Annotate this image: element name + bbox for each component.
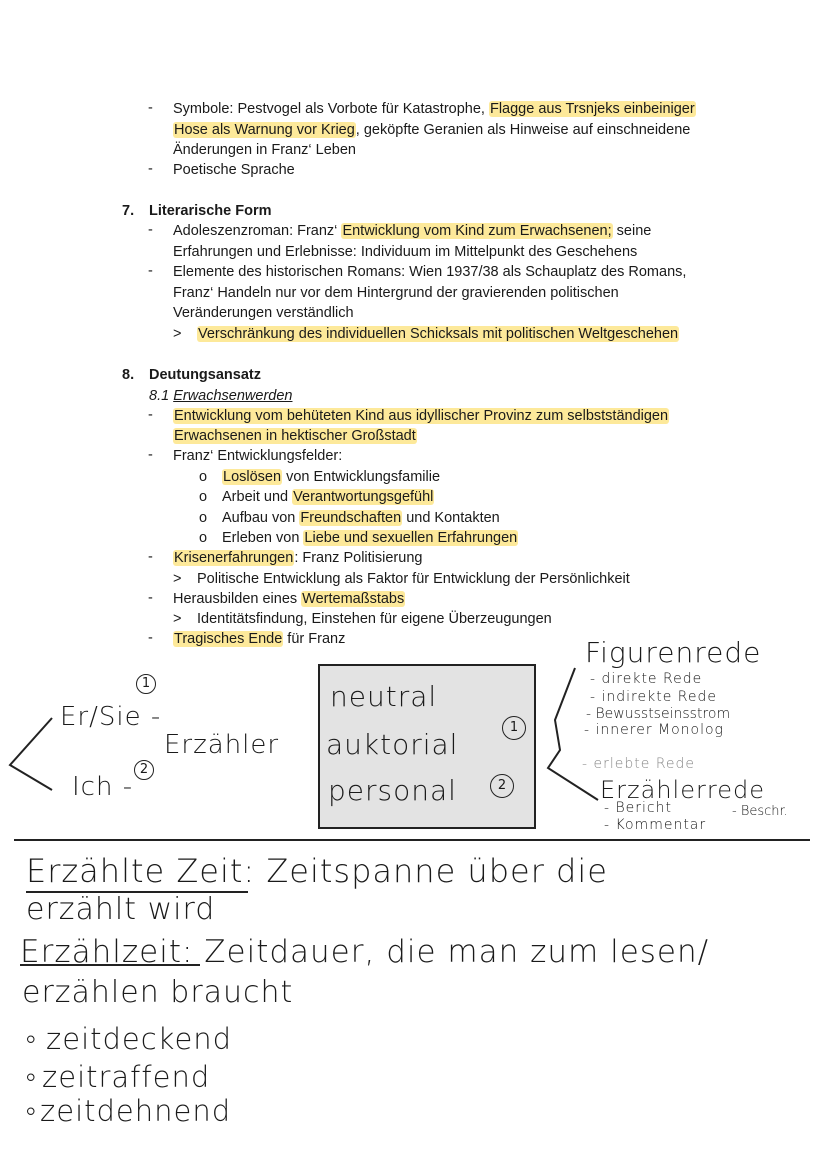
dash: - [148, 161, 153, 177]
highlight: Flagge aus Trsnjeks einbeiniger [489, 101, 695, 117]
ich-label: Ich - [72, 772, 134, 802]
text: Aufbau von [222, 510, 300, 526]
bullet: ∘ [22, 1022, 41, 1055]
highlight: Entwicklung vom behüteten Kind aus idyllischer Provinz zum selbstständigen [174, 408, 669, 424]
erlebte-rede: - erlebte Rede [582, 756, 696, 772]
identitaet: Identitätsfindung, Einstehen für eigene Überzeugungen [197, 611, 552, 627]
figurenrede-item: - innerer Monolog [584, 722, 724, 738]
section-8-title: Deutungsansatz [149, 367, 261, 383]
text: Erwachsenwerden [173, 388, 293, 404]
highlight: Freundschaften [300, 510, 402, 526]
term: Erzählzeit [20, 934, 182, 970]
erzaehlte-zeit-line [26, 852, 608, 890]
text: Erleben von [222, 530, 304, 546]
highlight: Wertemaßstabs [302, 591, 405, 607]
number-two-marker: 2 [490, 774, 514, 798]
zeitraffend: zeitraffend [42, 1060, 211, 1094]
highlight: Krisenerfahrungen [174, 550, 294, 566]
highlight: Loslösen [223, 469, 282, 485]
erzaehlerrede-item: - Bericht [604, 800, 672, 816]
erzaehlerrede-item: - Kommentar [604, 817, 707, 833]
ado-line-2: Erfahrungen und Erlebnisse: Individuum im Mittelpunkt des Geschehens [173, 244, 638, 260]
dash: - [148, 447, 153, 463]
text: für Franz [283, 631, 346, 647]
dash: - [148, 549, 153, 565]
section-8-number: 8. [122, 367, 135, 383]
auktorial-label: auktorial [326, 728, 459, 761]
highlight: Hose als Warnung vor Krieg [174, 122, 355, 138]
entwicklungsfelder: Franz‘ Entwicklungsfelder: [173, 448, 343, 464]
dash: - [148, 263, 153, 279]
zeitdeckend: zeitdeckend [46, 1022, 233, 1056]
definition: : Zeitdauer, die man zum lesen/ [181, 934, 710, 970]
dash: - [148, 222, 153, 238]
definition: : Zeitspanne über die [243, 852, 608, 890]
highlight: Erwachsenen in hektischer Großstadt [174, 428, 416, 444]
neutral-label: neutral [330, 680, 438, 713]
arrow: > [173, 326, 182, 342]
number-one-marker: 1 [136, 674, 156, 694]
text: Symbole: Pestvogel als Vorbote für Katastrophe, [173, 101, 489, 117]
bracket-left [10, 718, 52, 790]
text: : Franz Politisierung [294, 550, 423, 566]
erzaehlerrede-title: Erzählerrede [600, 776, 765, 804]
bullet: o [199, 489, 208, 505]
erzaehlte-zeit-line-2: erzählt wird [26, 892, 216, 927]
hist-line-2: Franz‘ Handeln nur vor dem Hintergrund der gravierenden politischen [173, 285, 619, 301]
politische-entwicklung: Politische Entwicklung als Faktor für Entwicklung der Persönlichkeit [197, 571, 630, 587]
symbole-line-3: Änderungen in Franz‘ Leben [173, 142, 356, 158]
erzaehler-label: Erzähler [164, 730, 280, 760]
number-two-marker: 2 [134, 760, 154, 780]
bullet: ∘ [22, 1060, 41, 1093]
bullet: o [199, 510, 208, 526]
erzaehlzeit-line [20, 934, 709, 970]
text: Herausbilden eines [173, 591, 302, 607]
highlight: Verantwortungsgefühl [293, 489, 434, 505]
er-sie-label: Er/Sie - [60, 702, 162, 732]
hist-line-1: Elemente des historischen Romans: Wien 1937/38 als Schauplatz des Romans, [173, 264, 687, 280]
arrow: > [173, 571, 182, 587]
dash: - [148, 590, 153, 606]
text: 8.1 [149, 388, 174, 404]
highlight: Liebe und sexuellen Erfahrungen [304, 530, 518, 546]
dash: - [148, 100, 153, 116]
bullet: ∘ [22, 1094, 41, 1127]
highlight: Entwicklung vom Kind zum Erwachsenen; [342, 223, 612, 239]
erzaehlerrede-item: - Beschr. [732, 804, 788, 819]
personal-label: personal [328, 774, 457, 807]
figurenrede-item: - Bewusstseinsstrom [586, 706, 731, 722]
text: , geköpfte Geranien als Hinweise auf einschneidene [355, 122, 691, 138]
text: und Kontakten [402, 510, 500, 526]
zeitdehnend: zeitdehnend [40, 1094, 232, 1128]
term: Erzählte Zeit [26, 852, 244, 890]
section-7-number: 7. [122, 203, 135, 219]
text: von Entwicklungsfamilie [282, 469, 441, 485]
poetische-sprache: Poetische Sprache [173, 162, 295, 178]
hist-line-3: Veränderungen verständlich [173, 305, 354, 321]
dash: - [148, 407, 153, 423]
figurenrede-title: Figurenrede [585, 636, 762, 669]
dash: - [148, 630, 153, 646]
section-7-title: Literarische Form [149, 203, 272, 219]
bullet: o [199, 469, 208, 485]
text: Arbeit und [222, 489, 293, 505]
text: seine [612, 223, 652, 239]
figurenrede-item: - indirekte Rede [590, 689, 717, 705]
text: Adoleszenzroman: Franz‘ [173, 223, 342, 239]
number-one-marker: 1 [502, 716, 526, 740]
highlight: Tragisches Ende [174, 631, 283, 647]
highlight: Verschränkung des individuellen Schicksals mit politischen Weltgeschehen [198, 326, 679, 342]
bullet: o [199, 530, 208, 546]
divider [14, 839, 810, 841]
figurenrede-item: - direkte Rede [590, 671, 703, 687]
arrow: > [173, 611, 182, 627]
erzaehlzeit-line-2: erzählen braucht [22, 975, 294, 1010]
